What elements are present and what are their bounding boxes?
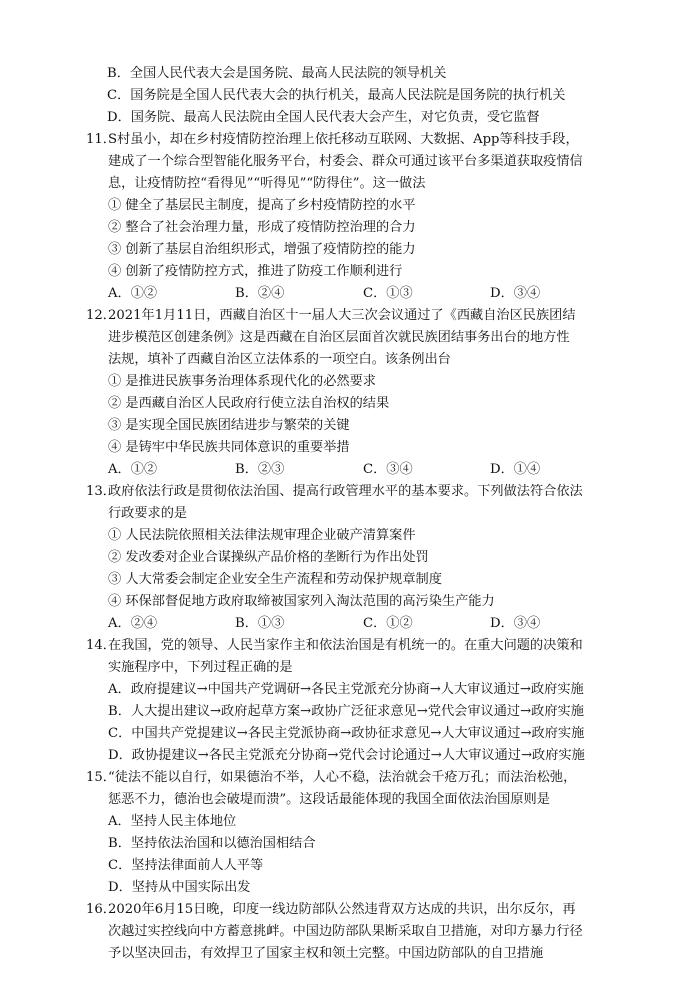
q14-option-d: D．政协提建议→各民主党派充分协商→党代会讨论通过→人大审议通过→政府实施 (108, 748, 585, 763)
q16-number: 16． (86, 902, 116, 917)
q14-stem-2: 实施程序中，下列过程正确的是 (108, 660, 293, 675)
q11-stem-3: 息，让疫情防控“看得见”“听得见”“防得住”。这一做法 (108, 176, 426, 191)
q12-choices (108, 459, 628, 481)
q13-choice-b: B．①③ (235, 616, 285, 631)
q11-item-3: ③ 创新了基层自治组织形式，增强了疫情防控的能力 (108, 242, 416, 257)
q12-item-1: ① 是推进民族事务治理体系现代化的必然要求 (108, 374, 376, 389)
q13-stem-1: 政府依法行政是贯彻依法治国、提高行政管理水平的基本要求。下列做法符合依法 (108, 484, 583, 499)
q12-stem-3: 法规，填补了西藏自治区立法体系的一项空白。该条例出台 (108, 352, 451, 367)
q11-choice-b: B．②④ (235, 286, 285, 301)
q15-option-d: D．坚持从中国实际出发 (108, 880, 251, 895)
q12-choice-b: B．②③ (235, 462, 285, 477)
q14-option-b: B．人大提出建议→政府起草方案→政协广泛征求意见→党代会审议通过→政府实施 (108, 704, 584, 719)
q15-option-c: C．坚持法律面前人人平等 (108, 858, 264, 873)
q14-option-c: C．中国共产党提建议→各民主党派协商→政协征求意见→人大审议通过→政府实施 (108, 726, 585, 741)
q11-stem-2: 建成了一个综合型智能化服务平台，村委会、群众可通过该平台多渠道获取疫情信 (108, 154, 583, 169)
q13-choice-a: A．②④ (108, 616, 158, 631)
q14-number: 14． (86, 638, 116, 653)
q15-stem-1: “徒法不能以自行，如果德治不举，人心不稳，法治就会千疮万孔；而法治松弛， (108, 770, 577, 785)
q12-stem-2: 进步模范区创建条例》这是西藏在自治区层面首次就民族团结事务出台的地方性 (108, 330, 570, 345)
q15-stem-2: 惩恶不力，德治也会破堤而溃”。这段话最能体现的我国全面依法治国原则是 (108, 792, 550, 807)
q15-number: 15． (86, 770, 116, 785)
q13-item-2: ② 发改委对企业合谋操纵产品价格的垄断行为作出处罚 (108, 550, 429, 565)
q11-item-1: ① 健全了基层民主制度，提高了乡村疫情防控的水平 (108, 198, 416, 213)
q11-number: 11． (86, 132, 116, 147)
q14-stem-1: 在我国，党的领导、人民当家作主和依法治国是有机统一的。在重大问题的决策和 (108, 638, 583, 653)
q10-option-c: C．国务院是全国人民代表大会的执行机关，最高人民法院是国务院的执行机关 (107, 88, 566, 103)
q13-item-4: ④ 环保部督促地方政府取缔被国家列入淘汰范围的高污染生产能力 (108, 594, 495, 609)
q12-stem-1: 2021年1月11日，西藏自治区十一届人大三次会议通过了《西藏自治区民族团结 (108, 308, 576, 323)
q13-choice-c: C．①② (363, 616, 413, 631)
q13-item-3: ③ 人大常委会制定企业安全生产流程和劳动保护规章制度 (108, 572, 442, 587)
q13-item-1: ① 人民法院依照相关法律法规审理企业破产清算案件 (108, 528, 416, 543)
q15-option-b: B．坚持依法治国和以德治国相结合 (108, 836, 316, 851)
q12-choice-c: C．③④ (363, 462, 413, 477)
q11-item-4: ④ 创新了疫情防控方式，推进了防疫工作顺利进行 (108, 264, 403, 279)
q10-option-d: D．国务院、最高人民法院由全国人民代表大会产生，对它负责，受它监督 (107, 110, 540, 125)
q16-stem-1: 2020年6月15日晚，印度一线边防部队公然违背双方达成的共识，出尔反尔，再 (108, 902, 576, 917)
q13-choices (108, 613, 628, 635)
q11-choice-a: A．①② (108, 286, 158, 301)
q14-option-a: A．政府提建议→中国共产党调研→各民主党派充分协商→人大审议通过→政府实施 (108, 682, 584, 697)
q13-number: 13． (86, 484, 116, 499)
q12-item-2: ② 是西藏自治区人民政府行使立法自治权的结果 (108, 396, 390, 411)
q11-stem-1: S村虽小，却在乡村疫情防控治理上依托移动互联网、大数据、App等科技手段， (108, 132, 579, 147)
q12-choice-a: A．①② (108, 462, 158, 477)
q12-item-3: ③ 是实现全国民族团结进步与繁荣的关键 (108, 418, 350, 433)
q11-item-2: ② 整合了社会治理力量，形成了疫情防控治理的合力 (108, 220, 416, 235)
q16-stem-3: 予以坚决回击，有效捍卫了国家主权和领土完整。中国边防部队的自卫措施 (108, 946, 544, 961)
q13-choice-d: D．③④ (490, 616, 541, 631)
q12-number: 12． (86, 308, 116, 323)
q11-choice-c: C．①③ (363, 286, 413, 301)
q13-stem-2: 行政要求的是 (108, 506, 188, 521)
q16-stem-2: 次越过实控线向中方蓄意挑衅。中国边防部队果断采取自卫措施，对印方暴力行径 (108, 924, 583, 939)
q10-option-b: B．全国人民代表大会是国务院、最高人民法院的领导机关 (107, 66, 447, 81)
q12-item-4: ④ 是铸牢中华民族共同体意识的重要举措 (108, 440, 350, 455)
q12-choice-d: D．①④ (490, 462, 541, 477)
q15-option-a: A．坚持人民主体地位 (108, 814, 237, 829)
q11-choice-d: D．③④ (490, 286, 541, 301)
q11-choices (108, 283, 628, 305)
